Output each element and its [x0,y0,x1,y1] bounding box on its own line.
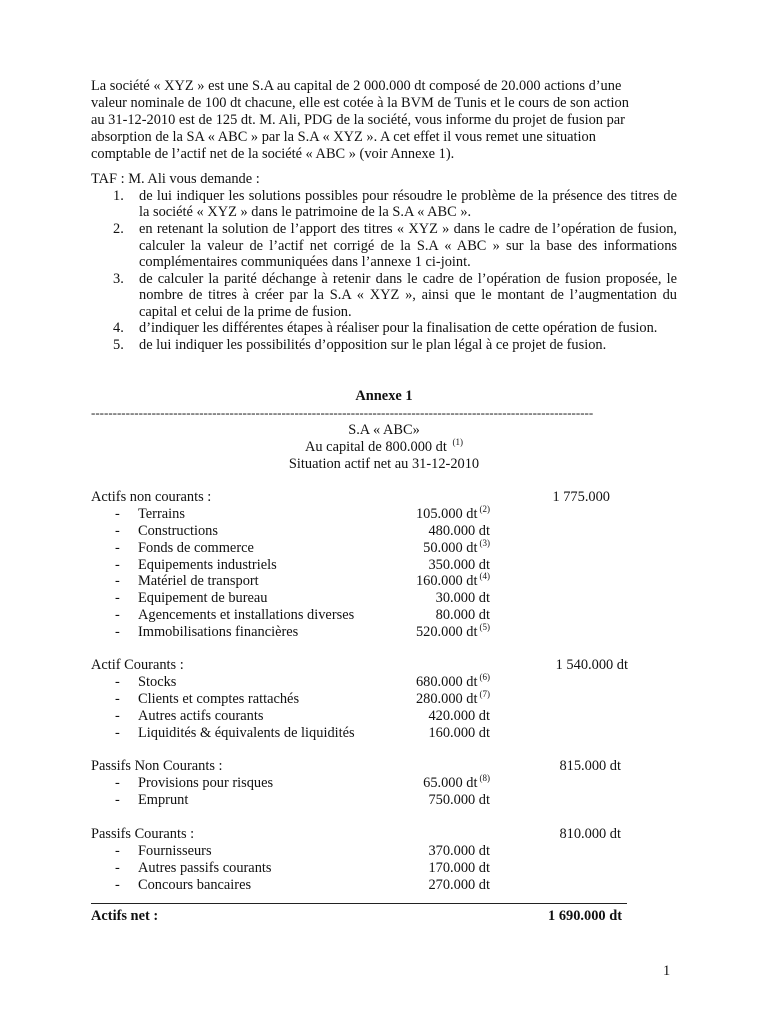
bullet-dash: - [115,792,120,808]
line-item-name: Emprunt [138,792,189,808]
line-item-amount [404,590,490,607]
line-item-name: Immobilisations financières [138,624,299,640]
intro-paragraph [91,78,677,163]
task-list [91,188,677,354]
bullet-dash: - [115,775,120,791]
line-item-amount [404,624,490,641]
task-text: d’indiquer les différentes étapes à réaliser pour la finalisation de cette opération de fusion. [139,320,658,337]
task-text: de calculer la parité déchange à retenir dans le cadre de l’opération de fusion proposée, le nombre de titres à créer par la S.A « XYZ », ainsi que le montant de l’augmentation du capital et celui de la prime de fusion. [139,270,677,320]
net-assets-total: 1 690.000 dt [548,908,622,924]
bullet-dash: - [115,877,120,893]
amount-value: 420.000 dt [428,708,490,724]
intro-line: comptable de l’actif net de la société « ABC » (voir Annexe 1). [91,146,455,162]
task-text: en retenant la solution de l’apport des titres « XYZ » dans le cadre de l’opération de fusion, calculer la valeur de l’actif net corrigé de la S.A « ABC » sur la base des informations complémentaires communiquées dans l’annexe 1 ci-joint. [139,221,677,271]
bullet-dash: - [115,540,120,556]
taf-heading: TAF : M. Ali vous demande : [91,171,260,187]
bullet-dash: - [115,860,120,876]
footnote-ref: (5) [479,622,490,633]
line-item-amount [404,860,490,877]
capital-line [91,439,677,456]
line-item-amount [404,691,490,708]
line-item-amount [404,792,490,809]
amount-value: 160.000 dt [428,725,490,741]
bullet-dash: - [115,843,120,859]
task-text: de lui indiquer les possibilités d’opposition sur le plan légal à ce projet de fusion. [139,337,607,354]
amount-value: 80.000 dt [435,607,490,623]
footnote-ref: (6) [479,672,490,683]
line-item-name: Liquidités & équivalents de liquidités [138,725,355,741]
dashed-separator: -------------------------------------------------------------------------------------------------------------------- [91,405,594,420]
section-total-ac: 1 540.000 dt [555,657,628,673]
line-item-amount [404,557,490,574]
bullet-dash: - [115,573,120,589]
amount-value: 370.000 dt [428,843,490,859]
amount-value: 170.000 dt [428,860,490,876]
amount-value: 65.000 dt [423,775,478,791]
bullet-dash: - [115,607,120,623]
annex-title: Annexe 1 [355,388,413,404]
line-item-name: Matériel de transport [138,573,259,589]
amount-value: 50.000 dt [423,540,478,556]
task-number: 3. [113,270,124,287]
task-item [91,337,677,353]
footnote-ref: (7) [479,689,490,700]
company-name: S.A « ABC» [348,422,420,438]
line-item-name: Terrains [138,506,185,522]
intro-line: au 31-12-2010 est de 125 dt. M. Ali, PDG de la société, vous informe du projet de fusion par [91,112,625,128]
line-item-amount [404,573,490,590]
task-number: 4. [113,320,124,337]
total-rule [91,903,627,904]
amount-value: 750.000 dt [428,792,490,808]
bullet-dash: - [115,624,120,640]
amount-value: 680.000 dt [415,674,478,690]
line-item-amount [404,775,490,792]
line-item-name: Provisions pour risques [138,775,274,791]
bullet-dash: - [115,674,120,690]
capital-text: Au capital de 800.000 dt [305,439,447,455]
task-item [91,221,677,270]
line-item-name: Autres actifs courants [138,708,264,724]
task-item [91,188,677,221]
section-title-pnc: Passifs Non Courants : [91,758,223,774]
amount-value: 350.000 dt [428,557,490,573]
bullet-dash: - [115,590,120,606]
line-item-amount [404,607,490,624]
bullet-dash: - [115,708,120,724]
bullet-dash: - [115,725,120,741]
line-item-amount [404,540,490,557]
section-total-anc: 1 775.000 [552,489,610,505]
amount-value: 480.000 dt [428,523,490,539]
line-item-amount [404,843,490,860]
amount-value: 160.000 dt [415,573,478,589]
line-item-amount [404,674,490,691]
amount-value: 520.000 dt [415,624,478,640]
intro-line: valeur nominale de 100 dt chacune, elle est cotée à la BVM de Tunis et le cours de son action [91,95,629,111]
amount-value: 105.000 dt [415,506,478,522]
line-item-name: Constructions [138,523,218,539]
intro-line: La société « XYZ » est une S.A au capital de 2 000.000 dt composé de 20.000 actions d’une [91,78,622,94]
bullet-dash: - [115,506,120,522]
footnote-ref: (4) [479,571,490,582]
situation-line: Situation actif net au 31-12-2010 [288,456,480,472]
footnote-ref: (8) [479,773,490,784]
bullet-dash: - [115,523,120,539]
section-title-anc: Actifs non courants : [91,489,212,505]
line-item-amount [404,877,490,894]
line-item-amount [404,506,490,523]
amount-value: 30.000 dt [435,590,490,606]
section-total-pc: 810.000 dt [559,826,621,842]
line-item-name: Concours bancaires [138,877,252,893]
line-item-name: Equipements industriels [138,557,277,573]
line-item-name: Fonds de commerce [138,540,254,556]
line-item-name: Stocks [138,674,177,690]
line-item-name: Autres passifs courants [138,860,272,876]
footnote-ref: (2) [479,504,490,515]
page-number: 1 [663,963,671,979]
net-assets-label: Actifs net : [91,908,159,924]
capital-note: (1) [452,437,463,448]
task-number: 5. [113,337,124,354]
task-item [91,271,677,320]
amount-value: 280.000 dt [415,691,478,707]
bullet-dash: - [115,691,120,707]
line-item-name: Equipement de bureau [138,590,268,606]
footnote-ref: (3) [479,538,490,549]
line-item-name: Fournisseurs [138,843,212,859]
section-title-pc: Passifs Courants : [91,826,195,842]
section-total-pnc: 815.000 dt [559,758,621,774]
line-item-name: Clients et comptes rattachés [138,691,300,707]
line-item-amount [404,523,490,540]
intro-line: absorption de la SA « ABC » par la S.A « XYZ ». A cet effet il vous remet une situation [91,129,596,145]
section-title-ac: Actif Courants : [91,657,184,673]
task-item [91,320,677,336]
amount-value: 270.000 dt [428,877,490,893]
line-item-name: Agencements et installations diverses [138,607,355,623]
line-item-amount [404,708,490,725]
line-item-amount [404,725,490,742]
task-text: de lui indiquer les solutions possibles pour résoudre le problème de la présence des titres de la société « XYZ » dans le patrimoine de la S.A « ABC ». [139,188,677,221]
bullet-dash: - [115,557,120,573]
task-number: 1. [113,188,124,204]
task-number: 2. [113,221,124,238]
